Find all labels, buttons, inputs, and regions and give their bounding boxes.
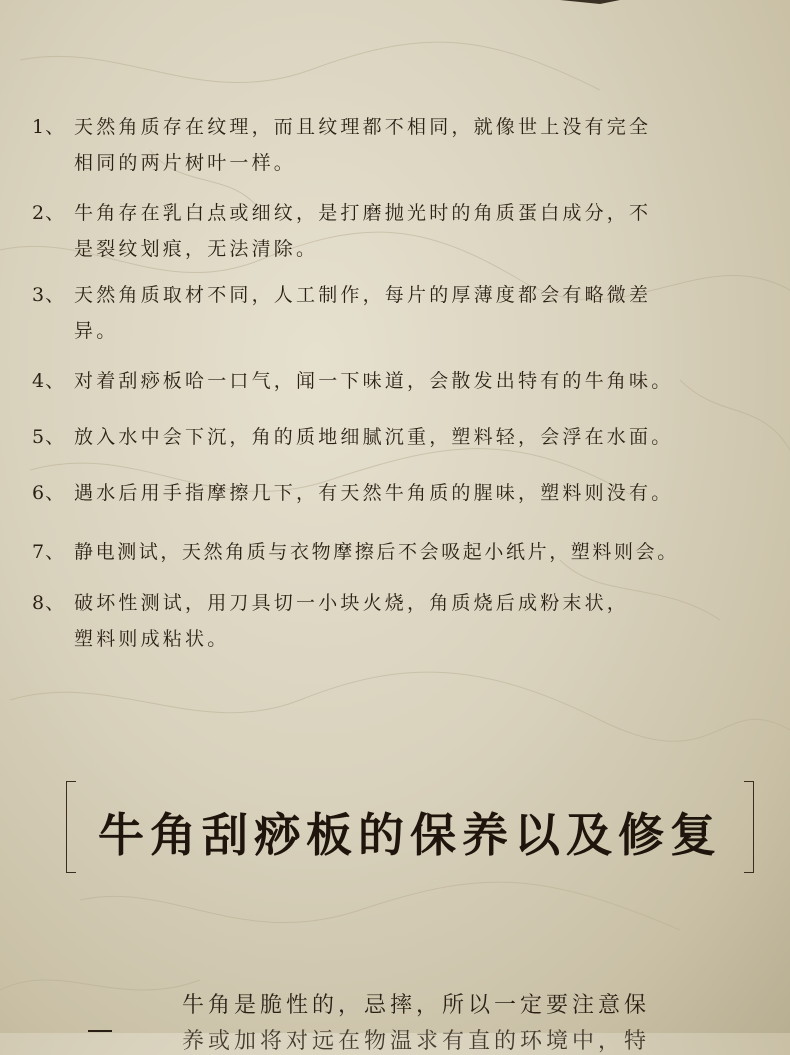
frame-corner-line (66, 781, 76, 782)
item-text-line: 对着刮痧板哈一口气，闻一下味道，会散发出特有的牛角味。 (74, 370, 674, 392)
item-number: 4、 (32, 370, 66, 392)
section-title-frame (66, 781, 754, 873)
item-text-line: 静电测试，天然角质与衣物摩擦后不会吸起小纸片，塑料则会。 (74, 541, 679, 563)
item-number: 1、 (32, 116, 66, 138)
item-text-line: 天然角质取材不同，人工制作，每片的厚薄度都会有略微差 (74, 284, 652, 306)
frame-corner-line (744, 781, 754, 782)
frame-corner-line (744, 872, 754, 873)
item-text-line: 相同的两片树叶一样。 (74, 152, 297, 174)
item-number: 3、 (32, 284, 66, 306)
item-number: 6、 (32, 482, 66, 504)
item-number: 5、 (32, 426, 66, 448)
item-number: 2、 (32, 202, 66, 224)
item-text-line: 破坏性测试，用刀具切一小块火烧，角质烧后成粉末状， (74, 592, 630, 614)
item-number: 8、 (32, 592, 66, 614)
item-text-line: 放入水中会下沉，角的质地细腻沉重，塑料轻，会浮在水面。 (74, 426, 674, 448)
care-paragraph-line: 牛角是脆性的，忌摔，所以一定要注意保 (182, 993, 651, 1018)
item-text-line: 天然角质存在纹理，而且纹理都不相同，就像世上没有完全 (74, 116, 652, 138)
item-text-line: 遇水后用手指摩擦几下，有天然牛角质的腥味，塑料则没有。 (74, 482, 674, 504)
frame-corner-line (66, 872, 76, 873)
item-text-line: 塑料则成粘状。 (74, 628, 230, 650)
section-title: 牛角刮痧板的保养以及修复 (98, 808, 722, 862)
item-text-line: 牛角存在乳白点或细纹，是打磨抛光时的角质蛋白成分，不 (74, 202, 652, 224)
care-paragraph-line: 养或加将对远在物温求有直的环境中，特 (182, 1029, 651, 1054)
item-text-line: 是裂纹划痕，无法清除。 (74, 238, 319, 260)
item-text-line: 异。 (74, 320, 119, 342)
item-number: 7、 (32, 541, 66, 563)
divider-dash (88, 1030, 112, 1032)
